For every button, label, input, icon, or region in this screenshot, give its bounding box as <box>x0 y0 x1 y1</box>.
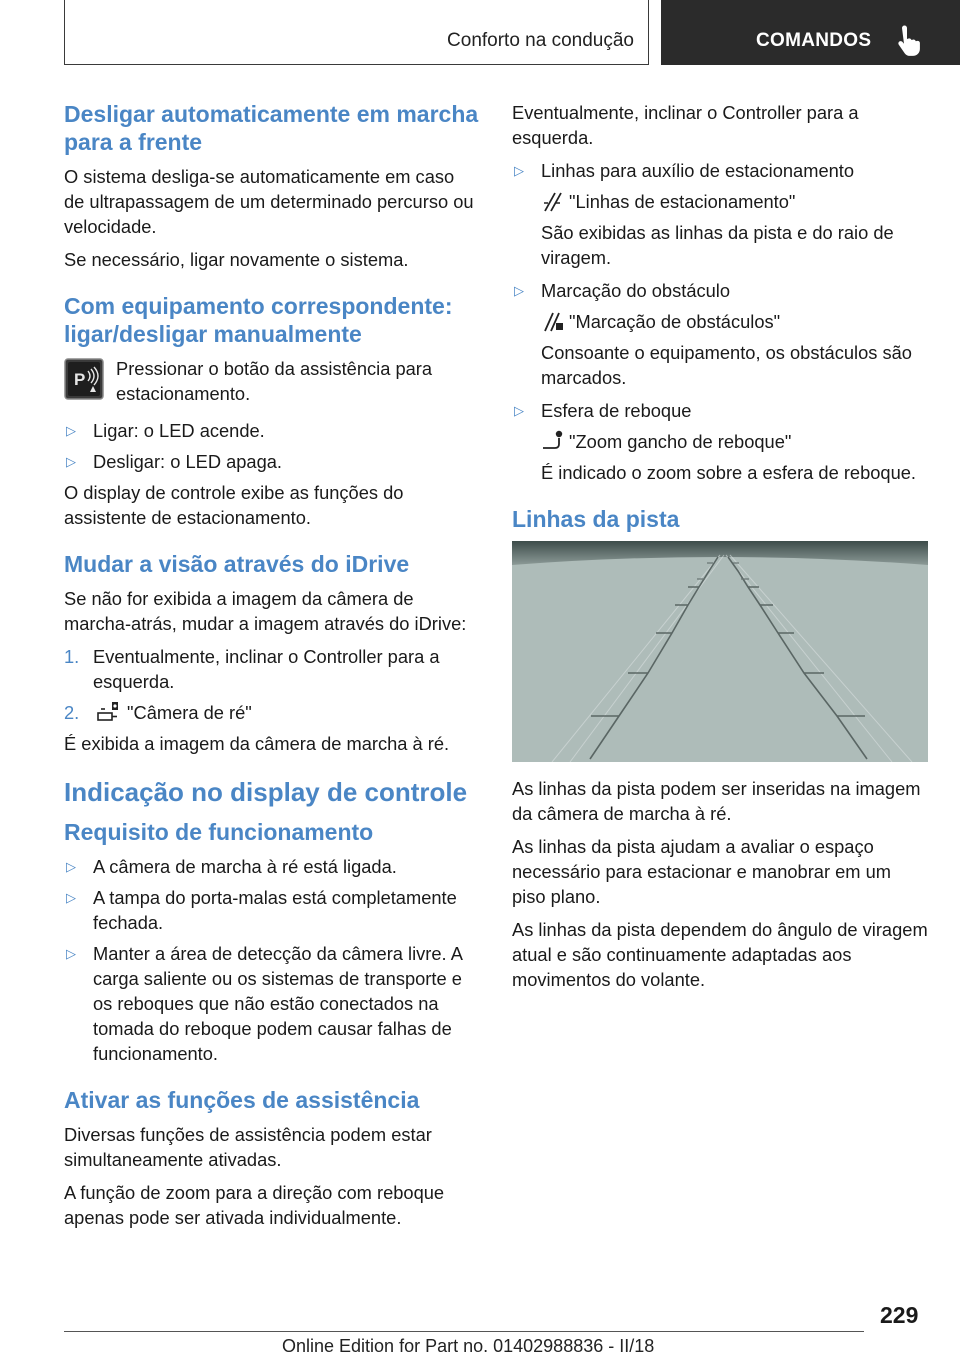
parking-assist-button-icon <box>64 358 104 400</box>
heading-display-indication: Indicação no display de controle <box>64 777 468 807</box>
heading-auto-off: Desligar automaticamente em marcha para a frente <box>64 101 479 155</box>
heading-lane-lines: Linhas da pista <box>512 506 680 532</box>
list-item: ▷ Ligar: o LED acende. <box>66 420 265 441</box>
list-item: ▷ Manter a área de detecção da câmera livre. A carga saliente ou os sistemas de transporte e os reboques que não estão conectados na tomada do reboque podem causar falhas de funcionamento. <box>66 943 462 1064</box>
paragraph: Diversas funções de assistência podem estar simultaneamente ativadas. <box>64 1124 432 1170</box>
list-item: ▷ A câmera de marcha à ré está ligada. <box>66 856 397 877</box>
svg-text:P: P <box>74 370 86 389</box>
paragraph: Se necessário, ligar novamente o sistema. <box>64 249 409 270</box>
paragraph: É indicado o zoom sobre a esfera de reboque. <box>541 462 917 483</box>
heading-activate-assist: Ativar as funções de assistência <box>64 1087 420 1113</box>
paragraph: A função de zoom para a direção com reboque apenas pode ser ativada individualmente. <box>64 1182 445 1228</box>
list-item: ▷ Esfera de reboque <box>514 400 692 421</box>
list-item: ▷ Marcação do obstáculo <box>514 280 731 301</box>
paragraph: As linhas da pista dependem do ângulo de viragem atual e são continuamente adaptadas aos movimentos do volante. <box>512 919 928 990</box>
paragraph: Consoante o equipamento, os obstáculos são marcados. <box>541 342 912 388</box>
edition-note: Online Edition for Part no. 01402988836 - II/18 <box>282 1336 655 1356</box>
menu-entry: "Zoom gancho de reboque" <box>512 429 928 454</box>
paragraph: Se não for exibida a imagem da câmera de marcha-atrás, mudar a imagem através do iDrive: <box>64 588 467 634</box>
list-item: ▷ A tampa do porta-malas está completamente fechada. <box>66 887 457 933</box>
section-title: COMANDOS <box>756 30 872 51</box>
pointing-hand-icon <box>893 25 923 57</box>
heading-manual-toggle: Com equipamento correspondente: ligar/desligar manualmente <box>64 293 453 347</box>
paragraph: Eventualmente, inclinar o Controller para a esquerda. <box>512 102 859 148</box>
menu-entry: "Linhas de estacionamento" <box>512 189 928 214</box>
page-number: 229 <box>880 1302 919 1328</box>
paragraph: O display de controle exibe as funções do assistente de estacionamento. <box>64 482 404 528</box>
paragraph: É exibida a imagem da câmera de marcha à ré. <box>64 733 450 754</box>
obstacle-marking-icon <box>541 309 565 333</box>
button-instruction <box>64 356 479 406</box>
tow-hitch-zoom-icon <box>541 429 565 453</box>
subsection-tab <box>64 0 649 65</box>
heading-requirements: Requisito de funcionamento <box>64 819 374 845</box>
paragraph: As linhas da pista podem ser inseridas na imagem da câmera de marcha à ré. <box>512 778 921 824</box>
button-instruction-text: Pressionar o botão da assistência para estacionamento. <box>116 358 433 404</box>
list-item: ▷ Desligar: o LED apaga. <box>66 451 283 472</box>
list-item: 2. "Câmera de ré" <box>64 702 252 723</box>
footer-rule <box>64 1331 864 1332</box>
list-item: 1. Eventualmente, inclinar o Controller para a esquerda. <box>64 646 440 692</box>
left-column <box>64 100 479 1238</box>
parking-lines-icon <box>541 189 565 213</box>
section-tab <box>661 0 960 65</box>
paragraph: As linhas da pista ajudam a avaliar o espaço necessário para estacionar e manobrar em um piso plano. <box>512 836 892 907</box>
list-item: ▷ Linhas para auxílio de estacionamento <box>514 160 855 181</box>
menu-entry: "Marcação de obstáculos" <box>512 309 928 334</box>
paragraph: O sistema desliga-se automaticamente em caso de ultrapassagem de um determinado percurso ou velocidade. <box>64 166 474 237</box>
paragraph: São exibidas as linhas da pista e do raio de viragem. <box>541 222 894 268</box>
lane-lines-illustration <box>512 541 928 762</box>
subsection-title: Conforto na condução <box>447 30 634 51</box>
page-header <box>0 0 960 66</box>
heading-idrive-view: Mudar a visão através do iDrive <box>64 551 410 577</box>
rear-camera-icon <box>93 700 123 724</box>
right-column <box>512 100 928 1000</box>
